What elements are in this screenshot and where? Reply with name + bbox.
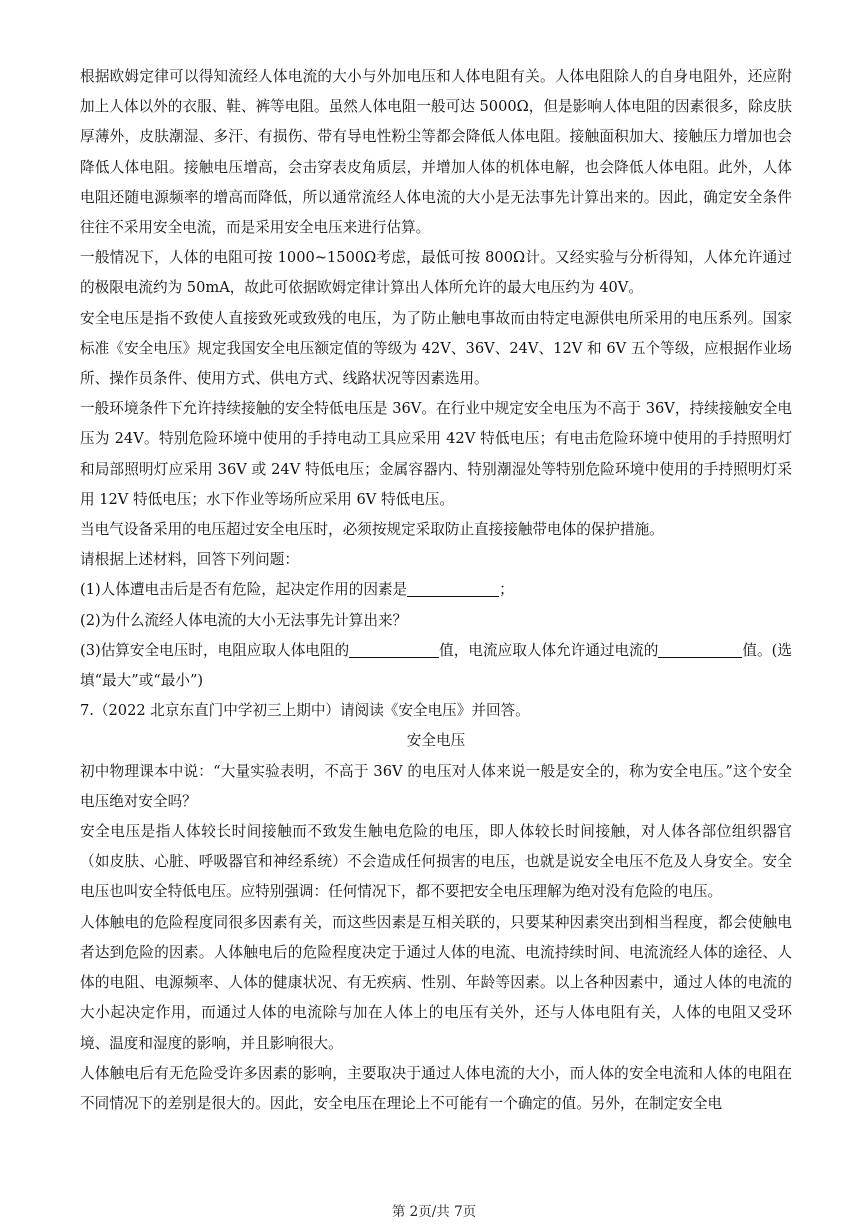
paragraph-safe-voltage-definition: 安全电压是指不致使人直接致死或致残的电压，为了防止触电事故而由特定电源供电所采用的电压系列。国家标准《安全电压》规定我国安全电压额定值的等级为 42V、36V、24V、12V 和 6V 五个等级，应根据作业场所、操作员条件、使用方式、供电方式、线路状况等因素选用。 [80, 309, 792, 388]
answer-blank[interactable] [349, 639, 439, 658]
question-7-intro: 7.（2022 北京东直门中学初三上期中）请阅读《安全电压》并回答。 [80, 702, 530, 720]
question-3 [80, 636, 792, 696]
question-3-text-c: 值。(选填“最大”或“最小”) [80, 641, 792, 690]
paragraph-instruction: 请根据上述材料，回答下列问题： [80, 551, 299, 569]
answer-blank[interactable] [658, 639, 742, 658]
article-title: 安全电压 [406, 732, 466, 750]
paragraph-ohms-law: 根据欧姆定律可以得知流经人体电流的大小与外加电压和人体电阻有关。人体电阻除人的自身电阻外，还应附加上人体以外的衣服、鞋、裤等电阻。虽然人体电阻一般可达 5000Ω，但是影响人体电阻的因素很多，除皮肤厚薄外，皮肤潮湿、多汗、有损伤、带有导电性粉尘等都会降低人体电阻。接触面积加大、接触压力增加也会降低人体电阻。接触电压增高，会击穿表皮角质层，并增加人体的机体电解，也会降低人体电阻。此外，人体电阻还随电源频率的增高而降低，所以通常流经人体电流的大小是无法事先计算出来的。因此，确定安全条件往往不采用安全电流，而是采用安全电压来进行估算。 [80, 68, 792, 237]
paragraph-voltage-levels: 一般环境条件下允许持续接触的安全特低电压是 36V。在行业中规定安全电压为不高于 36V，持续接触安全电压为 24V。特别危险环境中使用的手持电动工具应采用 42V 特低电压；有电击危险环境中使用的手持照明灯和局部照明灯应采用 36V 或 24V 特低电压；金属容器内、特别潮湿处等特别危险环境中使用的手持照明灯采用 12V 特低电压；水下作业等场所应采用 6V 特低电压。 [80, 400, 792, 508]
page-content [80, 62, 792, 1119]
question-1-text: (1)人体遭电击后是否有危险，起决定作用的因素是 [80, 581, 408, 599]
article-paragraph: 人体触电的危险程度同很多因素有关，而这些因素是互相关联的，只要某种因素突出到相当程度，都会使触电者达到危险的因素。人体触电后的危险程度决定于通过人体的电流、电流持续时间、电流流经人体的途径、人体的电阻、电源频率、人体的健康状况、有无疾病、性别、年龄等因素。以上各种因素中，通过人体的电流的大小起决定作用，而通过人体的电流除与加在人体上的电压有关外，还与人体电阻有关，人体的电阻又受环境、温度和湿度的影响，并且影响很大。 [80, 913, 792, 1052]
question-1-suffix: ； [499, 581, 514, 599]
page-number-footer: 第 2页/共 7页 [391, 1204, 477, 1220]
question-3-text-b: 值，电流应取人体允许通过电流的 [439, 641, 659, 659]
question-2: (2)为什么流经人体电流的大小无法事先计算出来？ [80, 611, 408, 629]
answer-blank[interactable] [407, 578, 499, 597]
question-3-text-a: (3)估算安全电压时，电阻应取人体电阻的 [80, 641, 350, 659]
article-paragraph: 初中物理课本中说：“大量实验表明，不高于 36V 的电压对人体来说一般是安全的，称为安全电压。”这个安全电压绝对安全吗？ [80, 762, 792, 810]
article-paragraph: 安全电压是指人体较长时间接触而不致发生触电危险的电压，即人体较长时间接触，对人体各部位组织器官（如皮肤、心脏、呼吸器官和神经系统）不会造成任何损害的电压，也就是说安全电压不危及人身安全。安全电压也叫安全特低电压。应特别强调：任何情况下，都不要把安全电压理解为绝对没有危险的电压。 [80, 823, 792, 901]
article-paragraph: 人体触电后有无危险受许多因素的影响，主要取决于通过人体电流的大小，而人体的安全电流和人体的电阻在不同情况下的差别是很大的。因此，安全电压在理论上不可能有一个确定的值。另外，在制定安全电 [80, 1064, 792, 1112]
paragraph-body-resistance: 一般情况下，人体的电阻可按 1000~1500Ω考虑，最低可按 800Ω计。又经实验与分析得知，人体允许通过的极限电流约为 50mA，故此可依据欧姆定律计算出人体所允许的最大电压约为 40V。 [80, 249, 792, 297]
question-1 [80, 575, 792, 605]
paragraph-protection: 当电气设备采用的电压超过安全电压时，必须按规定采取防止直接接触带电体的保护措施。 [80, 521, 664, 539]
